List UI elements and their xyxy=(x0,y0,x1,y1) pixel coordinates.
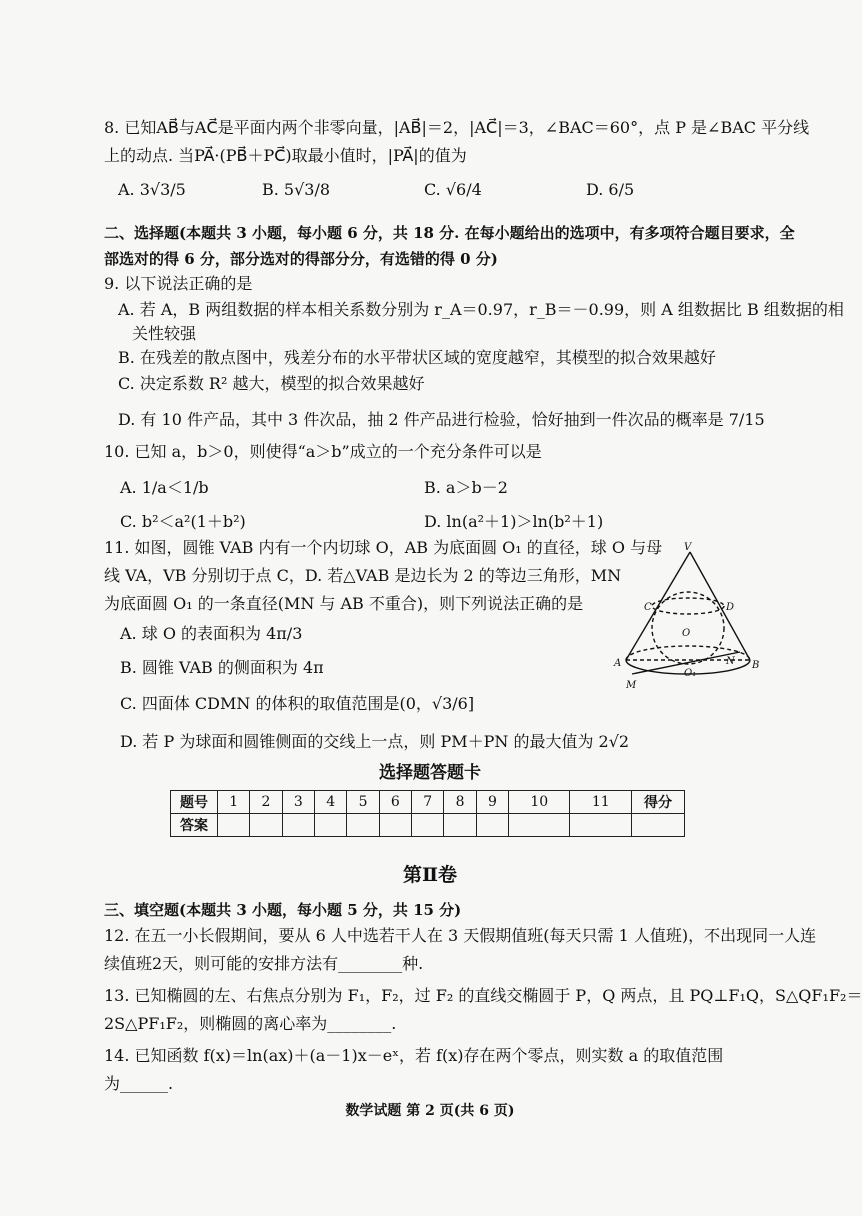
answer-cell xyxy=(509,814,570,837)
q11-line-2: 线 VA，VB 分别切于点 C，D. 若△VAB 是边长为 2 的等边三角形，MN xyxy=(104,566,622,585)
section2-line-1: 二、选择题(本题共 3 小题，每小题 6 分，共 18 分. 在每小题给出的选项中，有多项符合题目要求，全 xyxy=(104,224,795,242)
q11-option-b: B. 圆锥 VAB 的侧面积为 4π xyxy=(120,658,324,677)
q8-line-1: 8. 已知AB⃗与AC⃗是平面内两个非零向量，|AB⃗|＝2，|AC⃗|＝3，∠BAC＝60°，点 P 是∠BAC 平分线 xyxy=(104,118,810,137)
answer-cell xyxy=(570,814,632,837)
score-label: 得分 xyxy=(632,791,685,814)
tangent-circle xyxy=(652,598,724,614)
question-number-cell: 7 xyxy=(412,791,444,814)
q10-stem: 10. 已知 a，b＞0，则使得“a＞b”成立的一个充分条件可以是 xyxy=(104,442,542,461)
answer-card-title: 选择题答题卡 xyxy=(379,763,481,783)
q8-option-b: B. 5√3/8 xyxy=(262,180,331,199)
cone-sphere-figure xyxy=(612,540,762,690)
label-c: C xyxy=(644,602,652,613)
answer-card-number-row xyxy=(171,791,685,814)
label-v: V xyxy=(684,542,692,553)
q9-option-b: B. 在残差的散点图中，残差分布的水平带状区域的宽度越窄，其模型的拟合效果越好 xyxy=(118,348,716,367)
q14-line-2: 为______. xyxy=(104,1074,174,1093)
q8-line-2: 上的动点. 当PA⃗·(PB⃗＋PC⃗)取最小值时，|PA⃗|的值为 xyxy=(104,146,467,165)
question-number-cell: 4 xyxy=(315,791,347,814)
answer-cell xyxy=(379,814,411,837)
q11-option-d: D. 若 P 为球面和圆锥侧面的交线上一点，则 PM＋PN 的最大值为 2√2 xyxy=(120,732,630,751)
q14-line-1: 14. 已知函数 f(x)＝ln(ax)＋(a－1)x－eˣ，若 f(x)存在两个零点，则实数 a 的取值范围 xyxy=(104,1046,724,1065)
q12-line-1: 12. 在五一小长假期间，要从 6 人中选若干人在 3 天假期值班(每天只需 1 人值班)，不出现同一人连 xyxy=(104,926,817,945)
q8-option-a: A. 3√3/5 xyxy=(118,180,186,199)
q10-option-b: B. a＞b－2 xyxy=(424,478,508,497)
answer-cell xyxy=(218,814,250,837)
answer-cell xyxy=(282,814,314,837)
score-cell xyxy=(632,814,685,837)
section2-line-2: 部选对的得 6 分，部分选对的得部分分，有选错的得 0 分) xyxy=(104,250,498,268)
q11-line-1: 11. 如图，圆锥 VAB 内有一个内切球 O，AB 为底面圆 O₁ 的直径，球 O 与母 xyxy=(104,538,663,557)
question-number-cell: 1 xyxy=(218,791,250,814)
page-footer: 数学试题 第 2 页(共 6 页) xyxy=(345,1103,515,1119)
q8-option-c: C. √6/4 xyxy=(424,180,482,199)
label-o1: O₁ xyxy=(684,668,697,679)
label-b: B xyxy=(752,660,760,671)
q9-option-c: C. 决定系数 R² 越大，模型的拟合效果越好 xyxy=(118,374,425,393)
label-a: A xyxy=(614,658,622,669)
answer-cell xyxy=(476,814,508,837)
answer-cell xyxy=(412,814,444,837)
answer-cell xyxy=(444,814,476,837)
answer-label: 答案 xyxy=(171,814,218,837)
q12-line-2: 续值班2天，则可能的安排方法有________种. xyxy=(104,954,424,973)
answer-cell xyxy=(250,814,282,837)
section3-heading: 三、填空题(本题共 3 小题，每小题 5 分，共 15 分) xyxy=(104,901,462,919)
question-number-cell: 8 xyxy=(444,791,476,814)
question-number-cell: 6 xyxy=(379,791,411,814)
q10-option-c: C. b²＜a²(1＋b²) xyxy=(120,512,246,531)
question-number-cell: 10 xyxy=(509,791,570,814)
q13-line-1: 13. 已知椭圆的左、右焦点分别为 F₁，F₂，过 F₂ 的直线交椭圆于 P，Q 两点，且 PQ⊥F₁Q，S△QF₁F₂＝ xyxy=(104,986,862,1005)
q10-option-d: D. ln(a²＋1)＞ln(b²＋1) xyxy=(424,512,604,531)
label-o: O xyxy=(682,628,691,639)
q11-option-c: C. 四面体 CDMN 的体积的取值范围是(0，√3/6] xyxy=(120,694,475,713)
answer-cell xyxy=(347,814,379,837)
cone-edge-va xyxy=(626,552,690,660)
answer-card-answer-row xyxy=(171,814,685,837)
answer-card-table xyxy=(170,790,685,837)
question-number-cell: 3 xyxy=(282,791,314,814)
label-n: N xyxy=(726,656,735,667)
q11-option-a: A. 球 O 的表面积为 4π/3 xyxy=(120,624,303,643)
question-number-label: 题号 xyxy=(171,791,218,814)
part-2-title: 第Ⅱ卷 xyxy=(402,864,457,886)
question-number-cell: 5 xyxy=(347,791,379,814)
label-d: D xyxy=(726,602,735,613)
q11-line-3: 为底面圆 O₁ 的一条直径(MN 与 AB 不重合)，则下列说法正确的是 xyxy=(104,594,584,613)
q8-option-d: D. 6/5 xyxy=(586,180,635,199)
answer-cell xyxy=(315,814,347,837)
q13-line-2: 2S△PF₁F₂，则椭圆的离心率为________. xyxy=(104,1014,397,1033)
q9-option-a-line-2: 关性较强 xyxy=(132,324,197,343)
q9-option-a-line-1: A. 若 A，B 两组数据的样本相关系数分别为 r_A＝0.97，r_B＝－0.99，则 A 组数据比 B 组数据的相 xyxy=(118,300,844,319)
question-number-cell: 11 xyxy=(570,791,632,814)
label-m: M xyxy=(626,680,637,691)
q9-stem: 9. 以下说法正确的是 xyxy=(104,274,253,293)
q10-option-a: A. 1/a＜1/b xyxy=(120,478,209,497)
q9-option-d: D. 有 10 件产品，其中 3 件次品，抽 2 件产品进行检验，恰好抽到一件次品的概率是 7/15 xyxy=(118,410,765,429)
question-number-cell: 9 xyxy=(476,791,508,814)
question-number-cell: 2 xyxy=(250,791,282,814)
